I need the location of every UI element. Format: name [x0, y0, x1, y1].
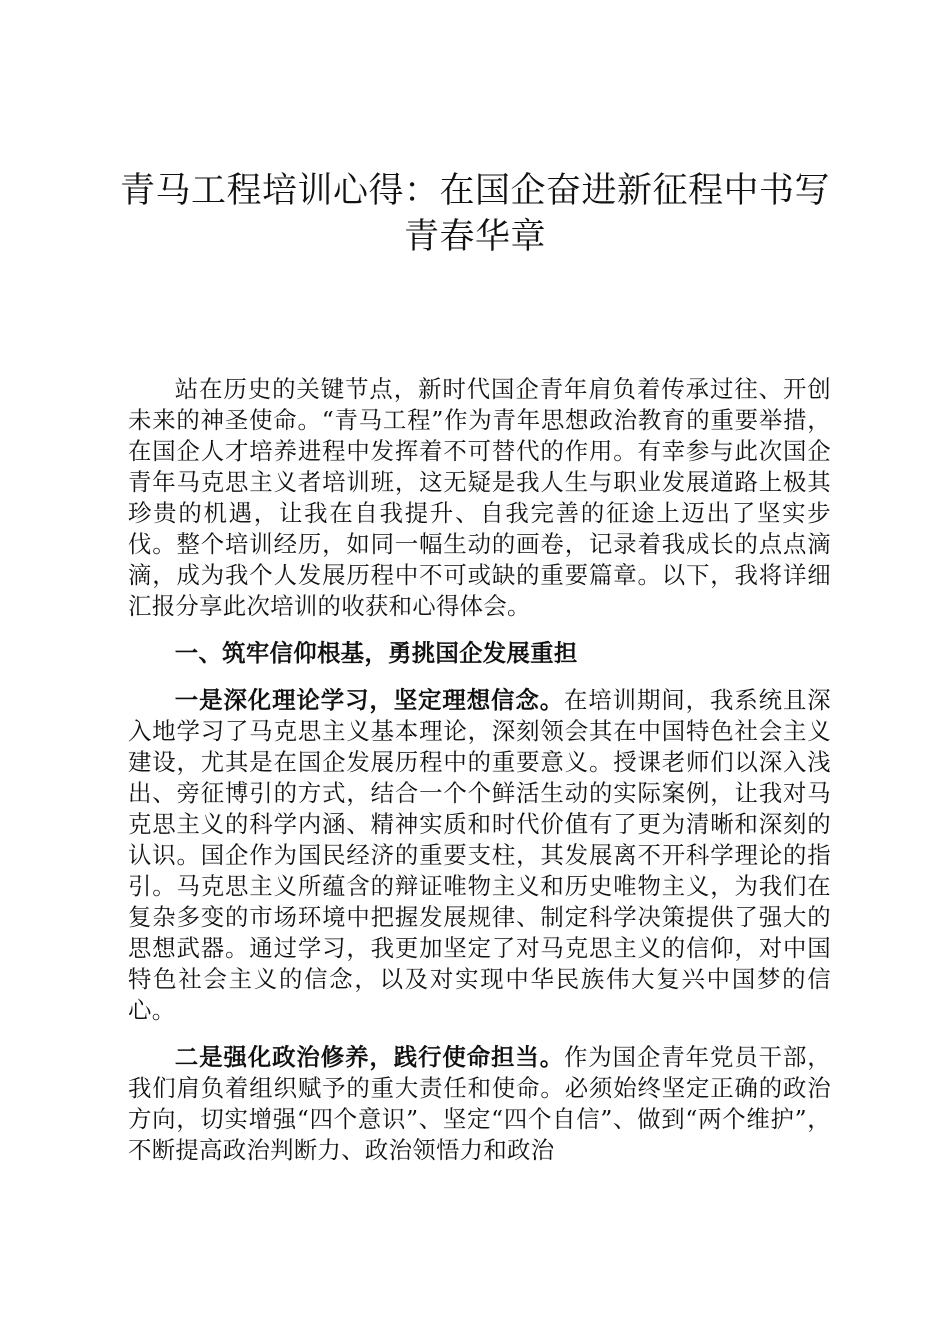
point-2-lead: 二是强化政治修养，践行使命担当。 — [174, 1043, 565, 1071]
title-line-1: 青马工程培训心得：在国企奋进新征程中书写 — [120, 171, 831, 211]
section-heading-1: 一、筑牢信仰根基，勇挑国企发展重担 — [174, 639, 578, 667]
point-1-text: 在培训期间，我系统且深入地学习了马克思主义基本理论，深刻领会其在中国特色社会主义建设，尤其是在国企发展历程中的重要意义。授课老师们以深入浅出、旁征博引的方式，结合一个个鲜活生动的实际案例，让我对马克思主义的科学内涵、精神实质和时代价值有了更为清晰和深刻的认识。国企作为国民经济的重要支柱，其发展离不开科学理论的指引。马克思主义所蕴含的辩证唯物主义和历史唯物主义，为我们在复杂多变的市场环境中把握发展规律、制定科学决策提供了强大的思想武器。通过学习，我更加坚定了对马克思主义的信仰，对中国特色社会主义的信念，以及对实现中华民族伟大复兴中国梦的信心。 — [128, 686, 831, 1024]
point-paragraph-1 — [128, 685, 831, 1026]
point-2-text: 作为国企青年党员干部，我们肩负着组织赋予的重大责任和使命。必须始终坚定正确的政治方向，切实增强“四个意识”、坚定“四个自信”、做到“两个维护”，不断提高政治判断力、政治领悟力和政治 — [128, 1043, 831, 1164]
point-paragraph-2 — [128, 1042, 831, 1166]
document-body — [128, 374, 831, 1166]
document-title — [120, 168, 830, 260]
point-1-lead: 一是深化理论学习，坚定理想信念。 — [174, 686, 565, 714]
intro-paragraph: 站在历史的关键节点，新时代国企青年肩负着传承过往、开创未来的神圣使命。“青马工程”作为青年思想政治教育的重要举措，在国企人才培养进程中发挥着不可替代的作用。有幸参与此次国企青年马克思主义者培训班，这无疑是我人生与职业发展道路上极其珍贵的机遇，让我在自我提升、自我完善的征途上迈出了坚实步伐。整个培训经历，如同一幅生动的画卷，记录着我成长的点点滴滴，成为我个人发展历程中不可或缺的重要篇章。以下，我将详细汇报分享此次培训的收获和心得体会。 — [128, 375, 831, 620]
title-line-2: 青春华章 — [403, 217, 546, 257]
